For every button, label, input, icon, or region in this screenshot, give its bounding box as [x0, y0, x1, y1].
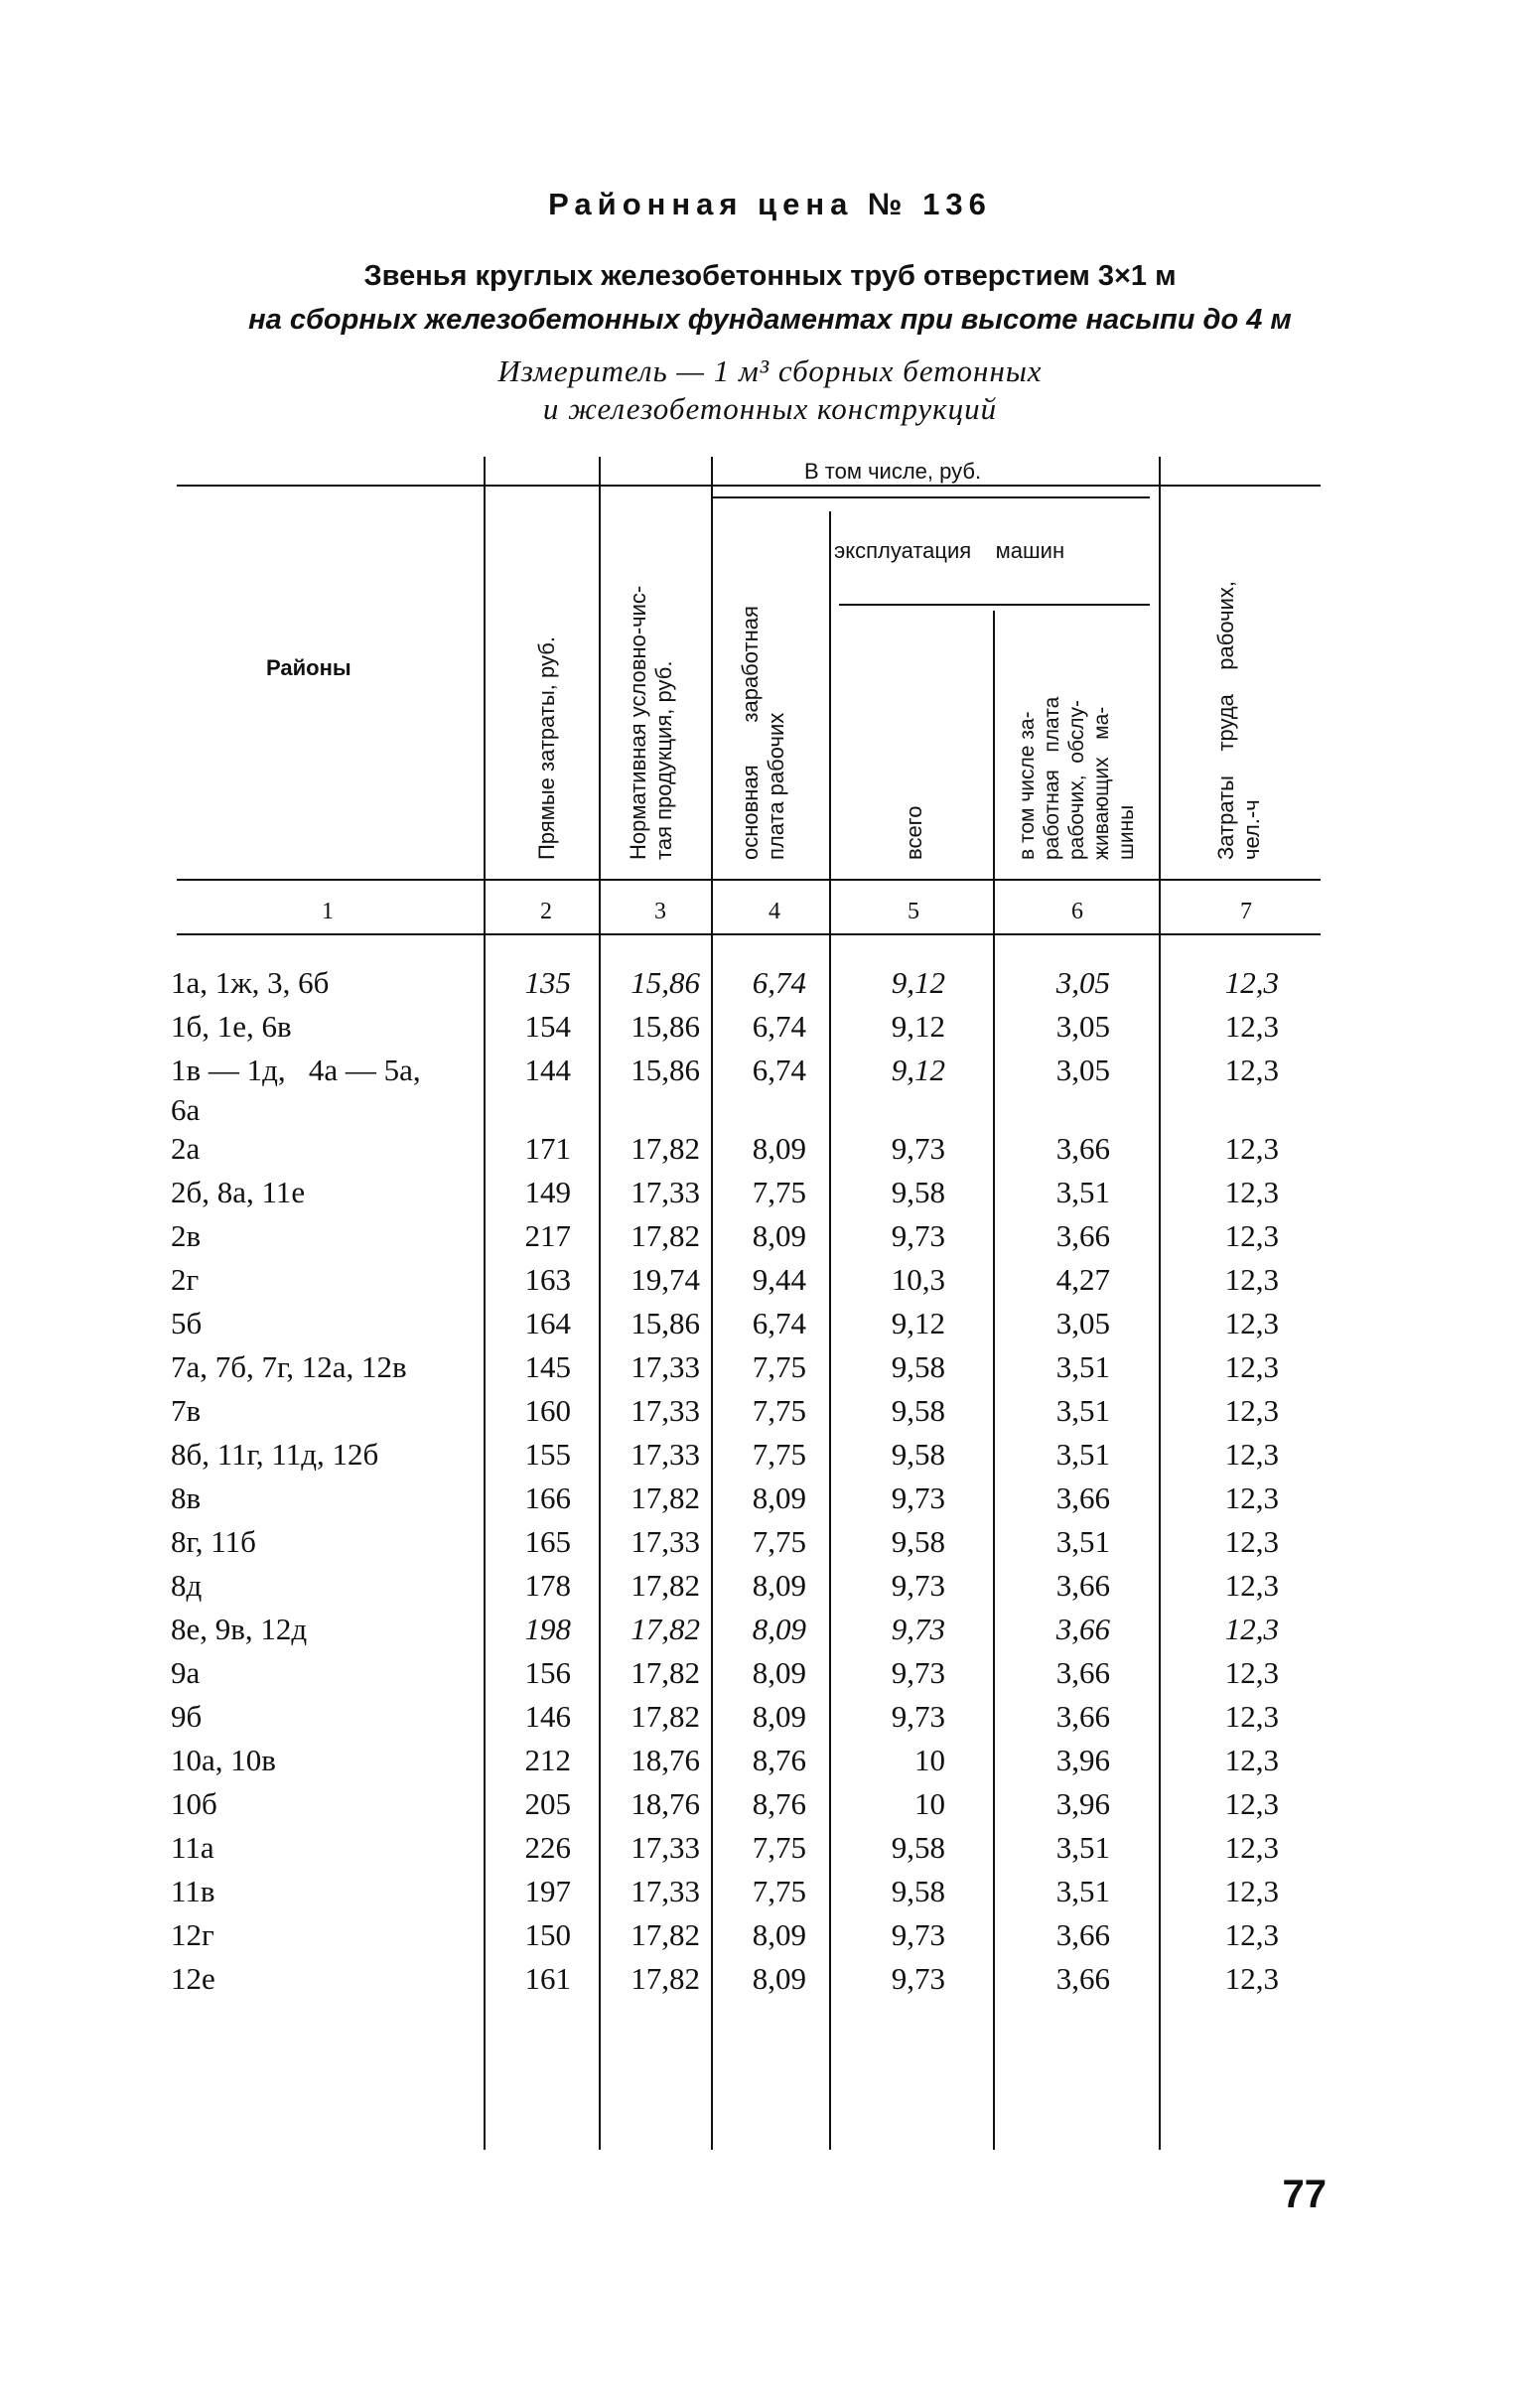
value-cell-c6: 3,66 — [1055, 1568, 1110, 1603]
col-number-1: 1 — [322, 899, 334, 924]
value-cell-c4: 8,09 — [752, 1961, 806, 1996]
region-cell: 2б, 8а, 11е — [171, 1175, 306, 1209]
value-cell-c2: 217 — [524, 1218, 571, 1253]
col-number-7: 7 — [1240, 899, 1252, 924]
value-cell-c7: 12,3 — [1224, 1874, 1279, 1908]
value-cell-c3: 19,74 — [630, 1262, 700, 1297]
header-incl-wage-line3: рабочих, обслу- — [1065, 700, 1088, 860]
header-incl-wage-line1: в том числе за- — [1016, 711, 1039, 860]
region-cell: 8г, 11б — [171, 1524, 256, 1559]
value-cell-c3: 17,82 — [630, 1917, 700, 1952]
value-cell-c4: 8,09 — [752, 1568, 806, 1603]
page-title: Районная цена № 136 — [548, 187, 992, 221]
value-cell-c5: 9,58 — [891, 1349, 945, 1384]
header-regions: Районы — [266, 655, 351, 680]
value-cell-c5: 9,12 — [891, 965, 945, 1000]
value-cell-c7: 12,3 — [1224, 1175, 1279, 1209]
col-divider-2 — [599, 457, 601, 2150]
value-cell-c3: 17,82 — [630, 1568, 700, 1603]
value-cell-c3: 15,86 — [630, 1306, 700, 1340]
value-cell-c4: 8,76 — [752, 1786, 806, 1821]
header-incl-wage-line5: шины — [1115, 804, 1138, 860]
value-cell-c5: 9,12 — [891, 1306, 945, 1340]
value-cell-c5: 9,12 — [891, 1009, 945, 1044]
value-cell-c6: 3,51 — [1055, 1393, 1110, 1428]
header-bottom-rule — [177, 879, 1321, 881]
value-cell-c3: 15,86 — [630, 1053, 700, 1087]
value-cell-c6: 3,51 — [1055, 1830, 1110, 1865]
region-cell: 8е, 9в, 12д — [171, 1612, 308, 1646]
value-cell-c3: 18,76 — [630, 1786, 700, 1821]
value-cell-c4: 8,76 — [752, 1743, 806, 1777]
value-cell-c6: 3,05 — [1055, 965, 1110, 1000]
value-cell-c3: 17,82 — [630, 1131, 700, 1166]
value-cell-c7: 12,3 — [1224, 1480, 1279, 1515]
value-cell-c3: 17,33 — [630, 1437, 700, 1472]
value-cell-c5: 9,73 — [891, 1917, 945, 1952]
region-cell: 10а, 10в — [171, 1743, 276, 1777]
value-cell-c6: 3,66 — [1055, 1612, 1110, 1646]
value-cell-c7: 12,3 — [1224, 1568, 1279, 1603]
value-cell-c7: 12,3 — [1224, 1437, 1279, 1472]
header-labor-line1: Затраты труда рабочих, — [1213, 581, 1238, 860]
header-basic-wage — [738, 492, 789, 860]
colnum-bottom-rule — [177, 933, 1321, 935]
measure-unit-line2: и железобетонных конструкций — [542, 391, 998, 426]
value-cell-c3: 17,82 — [630, 1699, 700, 1734]
value-cell-c5: 9,73 — [891, 1699, 945, 1734]
value-cell-c3: 15,86 — [630, 965, 700, 1000]
value-cell-c2: 145 — [524, 1349, 571, 1384]
header-incl-wage — [1015, 592, 1139, 860]
header-direct-costs — [534, 483, 560, 860]
header-direct-costs-text: Прямые затраты, руб. — [534, 636, 559, 860]
value-cell-c3: 17,33 — [630, 1175, 700, 1209]
value-cell-c4: 8,09 — [752, 1131, 806, 1166]
value-cell-c7: 12,3 — [1224, 1612, 1279, 1646]
value-cell-c6: 3,96 — [1055, 1743, 1110, 1777]
value-cell-c4: 8,09 — [752, 1655, 806, 1690]
value-cell-c5: 9,58 — [891, 1437, 945, 1472]
value-cell-c5: 9,58 — [891, 1830, 945, 1865]
value-cell-c4: 7,75 — [752, 1349, 806, 1384]
value-cell-c6: 3,05 — [1055, 1053, 1110, 1087]
value-cell-c6: 3,51 — [1055, 1175, 1110, 1209]
page-subtitle-line2: на сборных железобетонных фундаментах при высоте насыпи до 4 м — [248, 304, 1292, 336]
value-cell-c2: 163 — [524, 1262, 571, 1297]
value-cell-c4: 7,75 — [752, 1874, 806, 1908]
value-cell-c3: 17,82 — [630, 1480, 700, 1515]
value-cell-c2: 226 — [524, 1830, 571, 1865]
value-cell-c6: 3,66 — [1055, 1480, 1110, 1515]
value-cell-c4: 6,74 — [752, 1009, 806, 1044]
col-divider-4 — [829, 511, 831, 2150]
value-cell-c6: 4,27 — [1055, 1262, 1110, 1297]
value-cell-c6: 3,66 — [1055, 1961, 1110, 1996]
value-cell-c4: 8,09 — [752, 1917, 806, 1952]
value-cell-c4: 8,09 — [752, 1699, 806, 1734]
value-cell-c2: 197 — [524, 1874, 571, 1908]
value-cell-c6: 3,51 — [1055, 1874, 1110, 1908]
col-divider-1 — [484, 457, 486, 2150]
value-cell-c7: 12,3 — [1224, 1009, 1279, 1044]
value-cell-c7: 12,3 — [1224, 1053, 1279, 1087]
value-cell-c5: 9,73 — [891, 1568, 945, 1603]
value-cell-c7: 12,3 — [1224, 1524, 1279, 1559]
value-cell-c4: 7,75 — [752, 1393, 806, 1428]
value-cell-c2: 154 — [524, 1009, 571, 1044]
col-divider-6 — [1159, 457, 1161, 2150]
value-cell-c6: 3,51 — [1055, 1349, 1110, 1384]
page-number: 77 — [1282, 2173, 1327, 2216]
value-cell-c4: 7,75 — [752, 1437, 806, 1472]
value-cell-c4: 6,74 — [752, 1306, 806, 1340]
region-cell: 2а — [171, 1131, 201, 1166]
region-cell: 8в — [171, 1480, 202, 1515]
value-cell-c3: 17,33 — [630, 1830, 700, 1865]
value-cell-c6: 3,51 — [1055, 1524, 1110, 1559]
region-cell: 5б — [171, 1306, 203, 1340]
header-labor — [1213, 463, 1265, 860]
value-cell-c5: 10 — [914, 1786, 945, 1821]
value-cell-c7: 12,3 — [1224, 1961, 1279, 1996]
value-cell-c7: 12,3 — [1224, 1917, 1279, 1952]
region-cell: 2г — [171, 1262, 200, 1297]
region-cell: 12е — [171, 1961, 215, 1996]
value-cell-c2: 146 — [524, 1699, 571, 1734]
value-cell-c4: 8,09 — [752, 1218, 806, 1253]
value-cell-c7: 12,3 — [1224, 1786, 1279, 1821]
region-cell: 9б — [171, 1699, 203, 1734]
col-number-5: 5 — [908, 899, 919, 924]
header-including: В том числе, руб. — [804, 459, 982, 484]
value-cell-c5: 10 — [914, 1743, 945, 1777]
value-cell-c2: 164 — [524, 1306, 571, 1340]
value-cell-c4: 7,75 — [752, 1524, 806, 1559]
value-cell-c3: 17,82 — [630, 1961, 700, 1996]
region-cell: 7в — [171, 1393, 202, 1428]
value-cell-c5: 9,12 — [891, 1053, 945, 1087]
value-cell-c2: 161 — [524, 1961, 571, 1996]
value-cell-c5: 9,73 — [891, 1480, 945, 1515]
header-basic-wage-line2: плата рабочих — [764, 712, 788, 860]
value-cell-c2: 166 — [524, 1480, 571, 1515]
value-cell-c6: 3,66 — [1055, 1655, 1110, 1690]
value-cell-c2: 155 — [524, 1437, 571, 1472]
value-cell-c2: 171 — [524, 1131, 571, 1166]
header-normative-line1: Нормативная условно-чис- — [626, 585, 650, 860]
value-cell-c3: 17,33 — [630, 1349, 700, 1384]
value-cell-c2: 144 — [524, 1053, 571, 1087]
value-cell-c4: 7,75 — [752, 1830, 806, 1865]
measure-unit-line1: Измеритель — 1 м³ сборных бетонных — [497, 353, 1043, 388]
value-cell-c7: 12,3 — [1224, 1262, 1279, 1297]
value-cell-c3: 17,33 — [630, 1393, 700, 1428]
region-cell: 7а, 7б, 7г, 12а, 12в — [171, 1349, 407, 1384]
value-cell-c5: 9,58 — [891, 1874, 945, 1908]
table-top-rule — [177, 485, 1321, 487]
value-cell-c2: 135 — [524, 965, 571, 1000]
value-cell-c5: 10,3 — [891, 1262, 945, 1297]
value-cell-c2: 178 — [524, 1568, 571, 1603]
header-total-text: всего — [902, 805, 926, 860]
col-number-4: 4 — [769, 899, 780, 924]
region-cell: 8б, 11г, 11д, 12б — [171, 1437, 379, 1472]
value-cell-c6: 3,05 — [1055, 1009, 1110, 1044]
value-cell-c7: 12,3 — [1224, 1349, 1279, 1384]
header-total — [902, 761, 927, 860]
value-cell-c5: 9,73 — [891, 1131, 945, 1166]
value-cell-c5: 9,73 — [891, 1961, 945, 1996]
page-subtitle-line1: Звенья круглых железобетонных труб отверстием 3×1 м — [363, 260, 1177, 292]
region-cell: 9а — [171, 1655, 201, 1690]
value-cell-c7: 12,3 — [1224, 1830, 1279, 1865]
value-cell-c7: 12,3 — [1224, 965, 1279, 1000]
value-cell-c7: 12,3 — [1224, 1393, 1279, 1428]
region-cell: 8д — [171, 1568, 203, 1603]
value-cell-c4: 7,75 — [752, 1175, 806, 1209]
value-cell-c3: 17,33 — [630, 1524, 700, 1559]
value-cell-c5: 9,73 — [891, 1218, 945, 1253]
header-normative-line2: тая продукция, руб. — [651, 660, 676, 860]
value-cell-c6: 3,66 — [1055, 1917, 1110, 1952]
header-normative — [626, 483, 677, 860]
region-cell: 1в — 1д, 4а — 5а, — [171, 1053, 421, 1087]
region-cell: 11в — [171, 1874, 215, 1908]
value-cell-c7: 12,3 — [1224, 1699, 1279, 1734]
value-cell-c5: 9,73 — [891, 1655, 945, 1690]
header-machines: эксплуатация машин — [834, 538, 1065, 563]
value-cell-c3: 17,33 — [630, 1874, 700, 1908]
value-cell-c6: 3,66 — [1055, 1218, 1110, 1253]
value-cell-c2: 165 — [524, 1524, 571, 1559]
value-cell-c4: 6,74 — [752, 1053, 806, 1087]
value-cell-c4: 8,09 — [752, 1612, 806, 1646]
value-cell-c2: 150 — [524, 1917, 571, 1952]
value-cell-c2: 156 — [524, 1655, 571, 1690]
value-cell-c7: 12,3 — [1224, 1743, 1279, 1777]
region-cell: 1а, 1ж, 3, 6б — [171, 965, 330, 1000]
value-cell-c6: 3,66 — [1055, 1699, 1110, 1734]
region-cell: 1б, 1е, 6в — [171, 1009, 292, 1044]
value-cell-c5: 9,58 — [891, 1524, 945, 1559]
value-cell-c3: 18,76 — [630, 1743, 700, 1777]
value-cell-c6: 3,51 — [1055, 1437, 1110, 1472]
region-cell: 10б — [171, 1786, 217, 1821]
value-cell-c7: 12,3 — [1224, 1655, 1279, 1690]
value-cell-c2: 160 — [524, 1393, 571, 1428]
header-labor-line2: чел.-ч — [1239, 799, 1264, 860]
header-incl-wage-line4: живающих ма- — [1090, 706, 1113, 860]
col-divider-3 — [711, 457, 713, 2150]
region-cell: 11а — [171, 1830, 214, 1865]
value-cell-c6: 3,66 — [1055, 1131, 1110, 1166]
header-basic-wage-line1: основная заработная — [738, 606, 763, 860]
value-cell-c6: 3,96 — [1055, 1786, 1110, 1821]
value-cell-c7: 12,3 — [1224, 1131, 1279, 1166]
value-cell-c6: 3,05 — [1055, 1306, 1110, 1340]
value-cell-c3: 17,82 — [630, 1218, 700, 1253]
value-cell-c4: 6,74 — [752, 965, 806, 1000]
value-cell-c2: 198 — [524, 1612, 571, 1646]
value-cell-c5: 9,58 — [891, 1393, 945, 1428]
value-cell-c5: 9,58 — [891, 1175, 945, 1209]
value-cell-c4: 8,09 — [752, 1480, 806, 1515]
value-cell-c5: 9,73 — [891, 1612, 945, 1646]
value-cell-c3: 15,86 — [630, 1009, 700, 1044]
col-divider-5 — [993, 611, 995, 2150]
col-number-3: 3 — [654, 899, 666, 924]
value-cell-c2: 205 — [524, 1786, 571, 1821]
col-number-6: 6 — [1071, 899, 1083, 924]
value-cell-c4: 9,44 — [752, 1262, 806, 1297]
value-cell-c7: 12,3 — [1224, 1306, 1279, 1340]
value-cell-c3: 17,82 — [630, 1612, 700, 1646]
value-cell-c2: 149 — [524, 1175, 571, 1209]
region-cell: 12г — [171, 1917, 214, 1952]
value-cell-c2: 212 — [524, 1743, 571, 1777]
col-number-2: 2 — [540, 899, 552, 924]
value-cell-c7: 12,3 — [1224, 1218, 1279, 1253]
header-incl-wage-line2: работная плата — [1041, 696, 1063, 860]
region-cell-continuation: 6а — [171, 1092, 201, 1127]
region-cell: 2в — [171, 1218, 202, 1253]
value-cell-c3: 17,82 — [630, 1655, 700, 1690]
